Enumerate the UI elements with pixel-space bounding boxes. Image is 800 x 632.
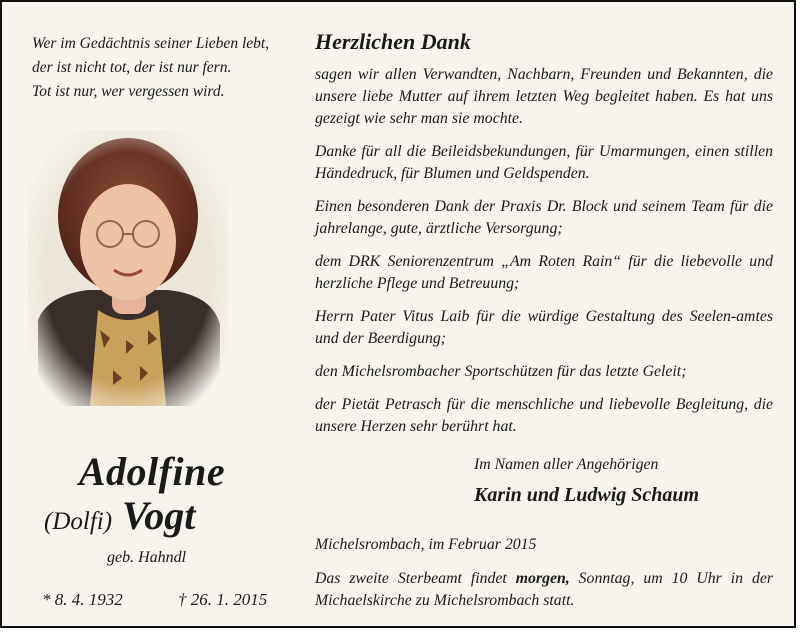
portrait-illustration xyxy=(28,130,228,406)
thanks-paragraph: Danke für all die Beileidsbekundungen, für Umarmungen, einen stillen Händedruck, für Blumen und Geldspenden. xyxy=(315,143,773,182)
signature-block xyxy=(474,454,774,507)
poem-line: Tot ist nur, wer vergessen wird. xyxy=(32,83,225,100)
name-second-line xyxy=(44,492,195,539)
final-note-bold: morgen, xyxy=(515,570,570,587)
thanks-paragraph: dem DRK Seniorenzentrum „Am Roten Rain“ für die liebevolle und herzliche Pflege und Betreuung; xyxy=(315,253,773,292)
first-name: Adolfine xyxy=(78,449,226,494)
poem-line: Wer im Gedächtnis seiner Lieben lebt, xyxy=(32,35,270,52)
thanks-section xyxy=(315,28,773,449)
portrait-photo xyxy=(28,130,228,406)
thanks-paragraph: der Pietät Petrasch für die menschliche und liebevolle Begleitung, die unsere Herzen sehr berührt hat. xyxy=(315,396,773,435)
memorial-poem xyxy=(32,32,302,104)
birth-name: geb. Hahndl xyxy=(107,549,187,566)
thanks-paragraph: den Michelsrombacher Sportschützen für das letzte Geleit; xyxy=(315,363,687,380)
final-note-before: Das zweite Sterbeamt findet xyxy=(315,570,516,587)
place-date: Michelsrombach, im Februar 2015 xyxy=(315,536,537,553)
thanks-paragraph: Einen besonderen Dank der Praxis Dr. Block und seinem Team für die jahrelange, gute, ärztliche Versorgung; xyxy=(315,198,773,237)
death-date: † 26. 1. 2015 xyxy=(178,590,268,609)
final-note-after: Sonntag, um 10 Uhr in der Michaelskirche zu Michelsrombach statt. xyxy=(315,570,773,609)
thanks-heading: Herzlichen Dank xyxy=(315,29,471,54)
surname: Vogt xyxy=(122,493,196,538)
signature-intro: Im Namen aller Angehörigen xyxy=(474,456,659,473)
final-note xyxy=(315,568,773,612)
deceased-name xyxy=(22,450,282,494)
poem-line: der ist nicht tot, der ist nur fern. xyxy=(32,59,232,76)
thanks-paragraph: sagen wir allen Verwandten, Nachbarn, Freunden und Bekannten, die unsere liebe Mutter auf ihrem letzten Weg begleitet haben. Es hat uns gezeigt wie sehr man sie mochte. xyxy=(315,66,773,127)
thanks-paragraph: Herrn Pater Vitus Laib für die würdige Gestaltung des Seelen-amtes und der Beerdigung; xyxy=(315,308,773,347)
birth-date: * 8. 4. 1932 xyxy=(42,590,123,609)
signature-names: Karin und Ludwig Schaum xyxy=(474,484,700,506)
nickname: (Dolfi) xyxy=(44,508,113,535)
